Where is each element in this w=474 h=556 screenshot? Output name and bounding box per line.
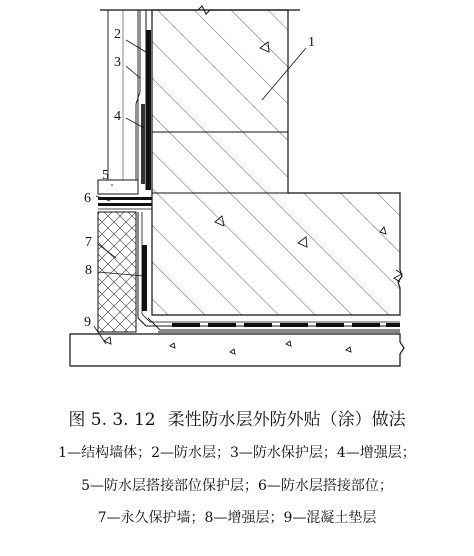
callout-2: 2	[114, 27, 121, 42]
overlap-layers	[98, 197, 152, 209]
callout-1: 1	[308, 35, 315, 50]
figure-number: 图 5. 3. 12	[68, 410, 156, 430]
figure-title	[0, 405, 474, 430]
legend-line-1: 1—结构墙体；2—防水层；3—防水保护层；4—增强层；	[58, 445, 416, 461]
callout-8: 8	[85, 263, 92, 278]
callout-7: 7	[85, 235, 92, 250]
structural-wall	[152, 10, 402, 315]
callout-9: 9	[84, 315, 91, 330]
callout-6: 6	[84, 191, 91, 206]
figure-title-text: 柔性防水层外防外贴（涂）做法	[167, 410, 406, 430]
callout-4: 4	[114, 109, 121, 124]
concrete-cushion	[70, 334, 404, 366]
permanent-protective-wall	[98, 212, 136, 332]
legend-line-2: 5—防水层搭接部位保护层；6—防水层搭接部位；	[81, 478, 393, 494]
callout-5: 5	[102, 168, 109, 183]
legend-line-3: 7—永久保护墙；8—增强层；9—混凝土垫层	[97, 510, 377, 526]
callout-3: 3	[114, 55, 121, 70]
